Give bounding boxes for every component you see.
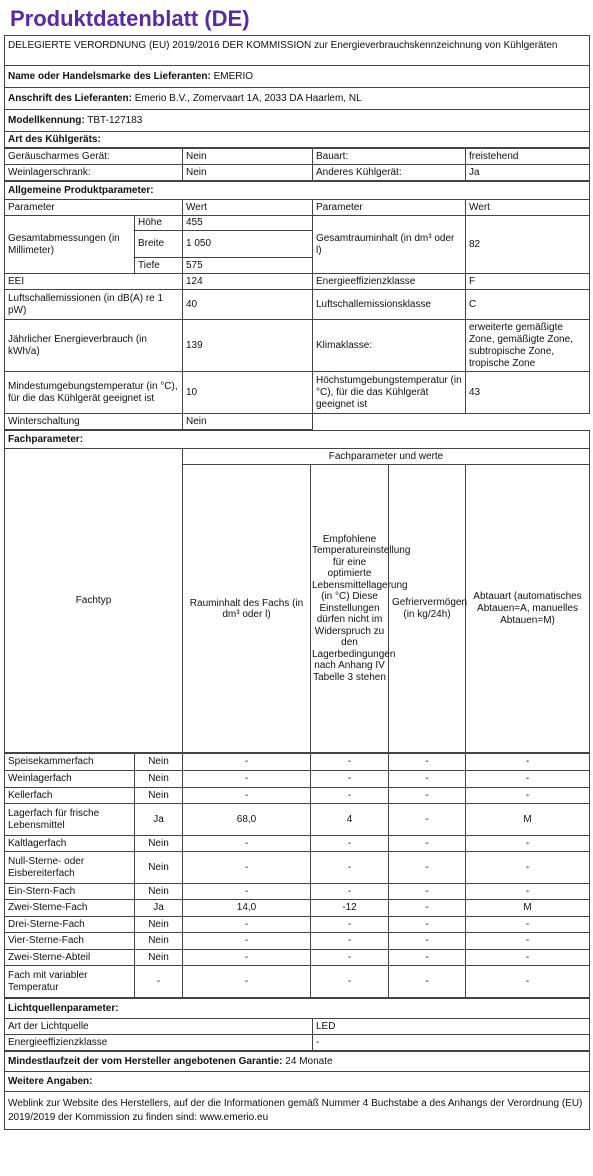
width-value: 1 050 [183,231,313,258]
compartment-volume-cell: - [183,933,311,950]
compartment-present-cell: Nein [135,852,183,884]
model-value: TBT-127183 [87,114,143,126]
compartment-defrost-cell: - [466,933,590,950]
compartment-heading: Fachparameter: [5,431,590,449]
compartment-temp-cell: - [311,884,389,900]
table-row [5,788,590,804]
table-row [5,900,590,917]
general-col-param-1: Parameter [5,200,183,216]
table-row [5,771,590,788]
energy-class-value: F [466,274,590,290]
guarantee-label: Mindestlaufzeit der vom Hersteller angebotenen Garantie: [8,1055,283,1067]
dimensions-label: Gesamtabmessungen (in Millimeter) [5,216,135,274]
compartment-name-cell: Kaltlagerfach [5,836,135,852]
noise-class-value: C [466,290,590,320]
winter-value: Nein [183,414,313,430]
model-row [5,110,590,132]
compartment-present-cell: Nein [135,788,183,804]
compartment-temp-cell: -12 [311,900,389,917]
appliance-type-heading: Art des Kühlgeräts: [5,132,590,148]
col-volume: Rauminhalt des Fachs (in dm³ oder l) [183,465,311,753]
table-row [5,884,590,900]
light-class-label: Energieeffizienzklasse [5,1035,313,1051]
eei-value: 124 [183,274,313,290]
compartment-freeze-cell: - [389,788,466,804]
compartment-freeze-cell: - [389,852,466,884]
compartment-defrost-cell: - [466,950,590,966]
compartment-volume-cell: - [183,788,311,804]
compartment-temp-cell: - [311,788,389,804]
compartment-defrost-cell: - [466,966,590,998]
compartment-name-cell: Null-Sterne- oder Eisbereiterfach [5,852,135,884]
compartment-name-cell: Kellerfach [5,788,135,804]
annual-energy-value: 139 [183,320,313,372]
general-heading: Allgemeine Produktparameter: [5,182,590,200]
compartment-name-cell: Weinlagerfach [5,771,135,788]
supplier-name-row [5,66,590,88]
guarantee-row [5,1052,590,1072]
light-class-value: - [313,1035,590,1051]
general-col-value-2: Wert [466,200,590,216]
compartment-freeze-cell: - [389,836,466,852]
compartment-freeze-cell: - [389,754,466,771]
col-fachtyp: Fachtyp [5,449,183,753]
compartment-freeze-cell: - [389,966,466,998]
general-col-value-1: Wert [183,200,313,216]
compartment-volume-cell: - [183,950,311,966]
min-temp-label: Mindestumgebungstemperatur (in °C), für die das Kühlgerät geeignet ist [5,372,183,414]
compartment-defrost-cell: - [466,836,590,852]
compartment-defrost-cell: - [466,788,590,804]
appliance-row-1-label-1: Geräuscharmes Gerät: [5,149,183,165]
compartment-temp-cell: - [311,836,389,852]
compartment-volume-cell: 14,0 [183,900,311,917]
col-freeze: Gefriervermögen (in kg/24h) [389,465,466,753]
winter-label: Winterschaltung [5,414,183,430]
compartment-temp-cell: - [311,966,389,998]
footer-table [4,1051,590,1130]
compartment-defrost-cell: M [466,804,590,836]
compartment-freeze-cell: - [389,900,466,917]
compartment-present-cell: Nein [135,771,183,788]
col-defrost: Abtauart (automatisches Abtauen=A, manuelles Abtauen=M) [466,465,590,753]
compartment-present-cell: Nein [135,884,183,900]
supplier-name-label: Name oder Handelsmarke des Lieferanten: [8,70,211,82]
volume-value: 82 [466,216,590,274]
depth-label: Tiefe [135,258,183,274]
compartment-name-cell: Fach mit variabler Temperatur [5,966,135,998]
depth-value: 575 [183,258,313,274]
compartment-volume-cell: - [183,917,311,933]
appliance-row-2-value-2: Ja [466,165,590,181]
compartment-freeze-cell: - [389,804,466,836]
energy-class-label: Energieeffizienzklasse [313,274,466,290]
compartment-name-cell: Ein-Stern-Fach [5,884,135,900]
noise-value: 40 [183,290,313,320]
compartment-volume-cell: - [183,771,311,788]
light-type-value: LED [313,1019,590,1035]
compartment-present-cell: Nein [135,933,183,950]
model-label: Modellkennung: [8,114,85,126]
compartment-temp-cell: 4 [311,804,389,836]
further-heading: Weitere Angaben: [5,1072,590,1092]
light-table [4,998,590,1051]
table-row [5,917,590,933]
compartment-freeze-cell: - [389,884,466,900]
compartment-temp-cell: - [311,950,389,966]
compartment-volume-cell: - [183,836,311,852]
header-table [4,35,590,148]
height-label: Höhe [135,216,183,231]
general-parameters-table [4,181,590,430]
general-col-param-2: Parameter [313,200,466,216]
compartment-rows [5,754,590,998]
compartment-present-cell: Nein [135,917,183,933]
col-temp: Empfohlene Temperatureinstellung für eine optimierte Lebensmittellagerung (in °C) Diese Einstellungen dürfen nicht im Widerspruch zu den Lagerbedingungen nach Anhang IV Tabelle 3 stehen [311,465,389,753]
product-data-sheet [4,0,589,1130]
supplier-address-row [5,88,590,110]
max-temp-label: Höchstumgebungstemperatur (in °C), für die das Kühlgerät geeignet ist [313,372,466,414]
compartment-defrost-cell: - [466,754,590,771]
volume-label: Gesamtrauminhalt (in dm³ oder l) [313,216,466,274]
height-value: 455 [183,216,313,231]
compartment-present-cell: Ja [135,804,183,836]
compartment-name-cell: Zwei-Sterne-Fach [5,900,135,917]
compartment-name-cell: Vier-Sterne-Fach [5,933,135,950]
table-row [5,804,590,836]
compartment-temp-cell: - [311,754,389,771]
compartment-volume-cell: - [183,754,311,771]
compartment-defrost-cell: M [466,900,590,917]
compartment-name-cell: Lagerfach für frische Lebensmittel [5,804,135,836]
appliance-row-1-value-1: Nein [183,149,313,165]
appliance-row-2-value-1: Nein [183,165,313,181]
compartment-rows-table [4,753,590,998]
supplier-address-value: Emerio B.V., Zomervaart 1A, 2033 DA Haarlem, NL [134,92,362,104]
compartment-name-cell: Drei-Sterne-Fach [5,917,135,933]
compartment-defrost-cell: - [466,884,590,900]
compartment-name-cell: Speisekammerfach [5,754,135,771]
compartment-temp-cell: - [311,852,389,884]
compartment-name-cell: Zwei-Sterne-Abteil [5,950,135,966]
appliance-row-1-label-2: Bauart: [313,149,466,165]
appliance-row-2-label-2: Anderes Kühlgerät: [313,165,466,181]
compartment-freeze-cell: - [389,950,466,966]
compartment-defrost-cell: - [466,771,590,788]
supplier-name-value: EMERIO [213,70,254,82]
compartment-freeze-cell: - [389,771,466,788]
noise-class-label: Luftschallemissionsklasse [313,290,466,320]
guarantee-value: 24 Monate [285,1055,333,1067]
compartment-present-cell: Ja [135,900,183,917]
climate-class-label: Klimaklasse: [313,320,466,372]
annual-energy-label: Jährlicher Energieverbrauch (in kWh/a) [5,320,183,372]
table-row [5,950,590,966]
compartment-defrost-cell: - [466,852,590,884]
compartment-volume-cell: - [183,852,311,884]
compartment-temp-cell: - [311,933,389,950]
table-row [5,836,590,852]
page-title: Produktdatenblatt (DE) [10,6,250,31]
light-heading: Lichtquellenparameter: [5,999,590,1019]
min-temp-value: 10 [183,372,313,414]
compartment-volume-cell: 68,0 [183,804,311,836]
table-row [5,966,590,998]
table-row [5,754,590,771]
compartment-volume-cell: - [183,966,311,998]
compartment-defrost-cell: - [466,917,590,933]
compartment-present-cell: Nein [135,754,183,771]
compartment-freeze-cell: - [389,933,466,950]
width-label: Breite [135,231,183,258]
eei-label: EEI [5,274,183,290]
compartment-group-header: Fachparameter und werte [183,449,590,465]
appliance-row-2-label-1: Weinlagerschrank: [5,165,183,181]
supplier-address-label: Anschrift des Lieferanten: [8,92,132,104]
climate-class-value: erweiterte gemäßigte Zone, gemäßigte Zone, subtropische Zone, tropische Zone [466,320,590,372]
compartment-present-cell: Nein [135,950,183,966]
appliance-row-1-value-2: freistehend [466,149,590,165]
compartment-volume-cell: - [183,884,311,900]
appliance-type-table [4,148,590,181]
light-type-label: Art der Lichtquelle [5,1019,313,1035]
table-row [5,933,590,950]
compartment-table [4,430,590,753]
compartment-temp-cell: - [311,771,389,788]
compartment-present-cell: Nein [135,836,183,852]
winter-blank [313,414,590,430]
table-row [5,852,590,884]
compartment-temp-cell: - [311,917,389,933]
compartment-freeze-cell: - [389,917,466,933]
compartment-present-cell: - [135,966,183,998]
further-text: Weblink zur Website des Herstellers, auf der die Informationen gemäß Nummer 4 Buchstabe a des Anhangs der Verordnung (EU) 2019/2019 der Kommission zu finden sind: www.emerio.eu [5,1092,590,1130]
noise-label: Luftschallemissionen (in dB(A) re 1 pW) [5,290,183,320]
regulation-text: DELEGIERTE VERORDNUNG (EU) 2019/2016 DER KOMMISSION zur Energieverbrauchskennzeichnung von Kühlgeräten [5,36,590,66]
max-temp-value: 43 [466,372,590,414]
